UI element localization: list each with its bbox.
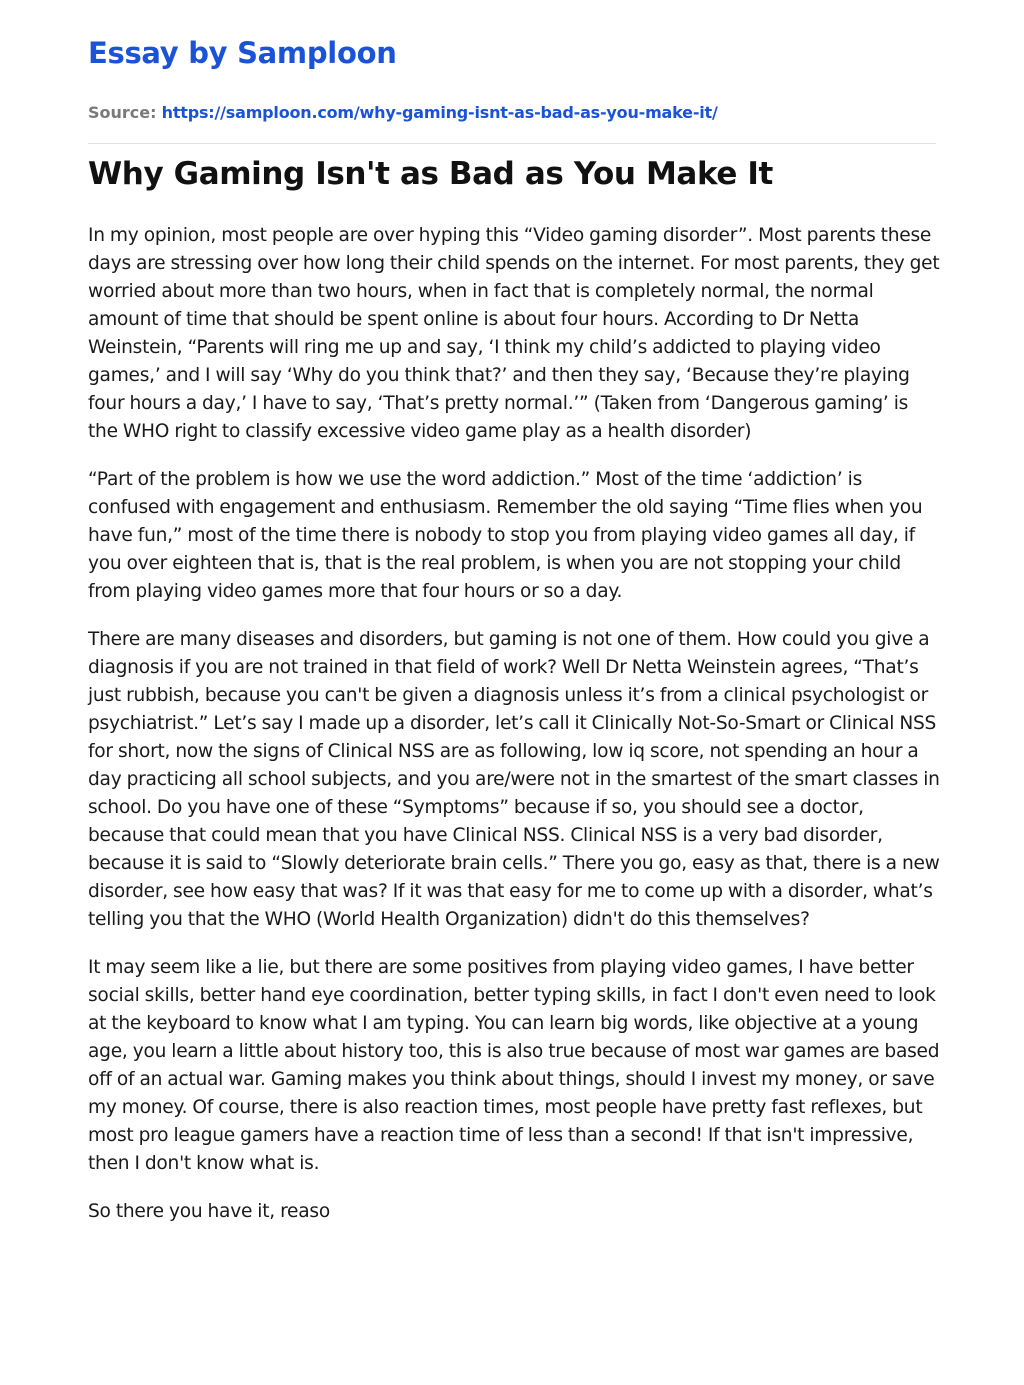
essay-title: Why Gaming Isn't as Bad as You Make It xyxy=(88,156,773,192)
essay-paragraph-2: “Part of the problem is how we use the word addiction.” Most of the time ‘addiction’ is confused with engagement and enthusiasm. Remember the old saying “Time flies when you have fun,” most of the time there is nobody to stop you from playing video games all day, if you over eighteen that is, that is the real problem, is when you are not stopping your child from playing video games more that four hours or so a day. xyxy=(88,469,923,602)
essay-body xyxy=(88,222,940,1246)
header-divider xyxy=(88,143,936,144)
essay-paragraph-4: It may seem like a lie, but there are some positives from playing video games, I have better social skills, better hand eye coordination, better typing skills, in fact I don't even need to look at the keyboard to know what I am typing. You can learn big words, like objective at a young age, you learn a little about history too, this is also true because of most war games are based off of an actual war. Gaming makes you think about things, should I invest my money, or save my money. Of course, there is also reaction times, most people have pretty fast reflexes, but most pro league gamers have a reaction time of less than a second! If that isn't impressive, then I don't know what is. xyxy=(88,957,940,1174)
essay-paragraph-5: So there you have it, reaso xyxy=(88,1201,330,1222)
brand-title[interactable]: Essay by Samploon xyxy=(88,36,397,70)
source-label: Source: xyxy=(88,103,157,122)
essay-paragraph-3: There are many diseases and disorders, but gaming is not one of them. How could you give a diagnosis if you are not trained in that field of work? Well Dr Netta Weinstein agrees, “That’s just rubbish, because you can't be given a diagnosis unless it’s from a clinical psychologist or psychiatrist.” Let’s say I made up a disorder, let’s call it Clinically Not-So-Smart or Clinical NSS for short, now the signs of Clinical NSS are as following, low iq score, not spending an hour a day practicing all school subjects, and you are/were not in the smartest of the smart classes in school. Do you have one of these “Symptoms” because if so, you should see a doctor, because that could mean that you have Clinical NSS. Clinical NSS is a very bad disorder, because it is said to “Slowly deteriorate brain cells.” There you go, easy as that, there is a new disorder, see how easy that was? If it was that easy for me to come up with a disorder, what’s telling you that the WHO (World Health Organization) didn't do this themselves? xyxy=(88,629,940,930)
source-line xyxy=(88,103,718,122)
source-link[interactable]: https://samploon.com/why-gaming-isnt-as-bad-as-you-make-it/ xyxy=(161,103,718,122)
essay-paragraph-1: In my opinion, most people are over hyping this “Video gaming disorder”. Most parents these days are stressing over how long their child spends on the internet. For most parents, they get worried about more than two hours, when in fact that is completely normal, the normal amount of time that should be spent online is about four hours. According to Dr Netta Weinstein, “Parents will ring me up and say, ‘I think my child’s addicted to playing video games,’ and I will say ‘Why do you think that?’ and then they say, ‘Because they’re playing four hours a day,’ I have to say, ‘That’s pretty normal.’” (Taken from ‘Dangerous gaming’ is the WHO right to classify excessive video game play as a health disorder) xyxy=(88,225,940,442)
